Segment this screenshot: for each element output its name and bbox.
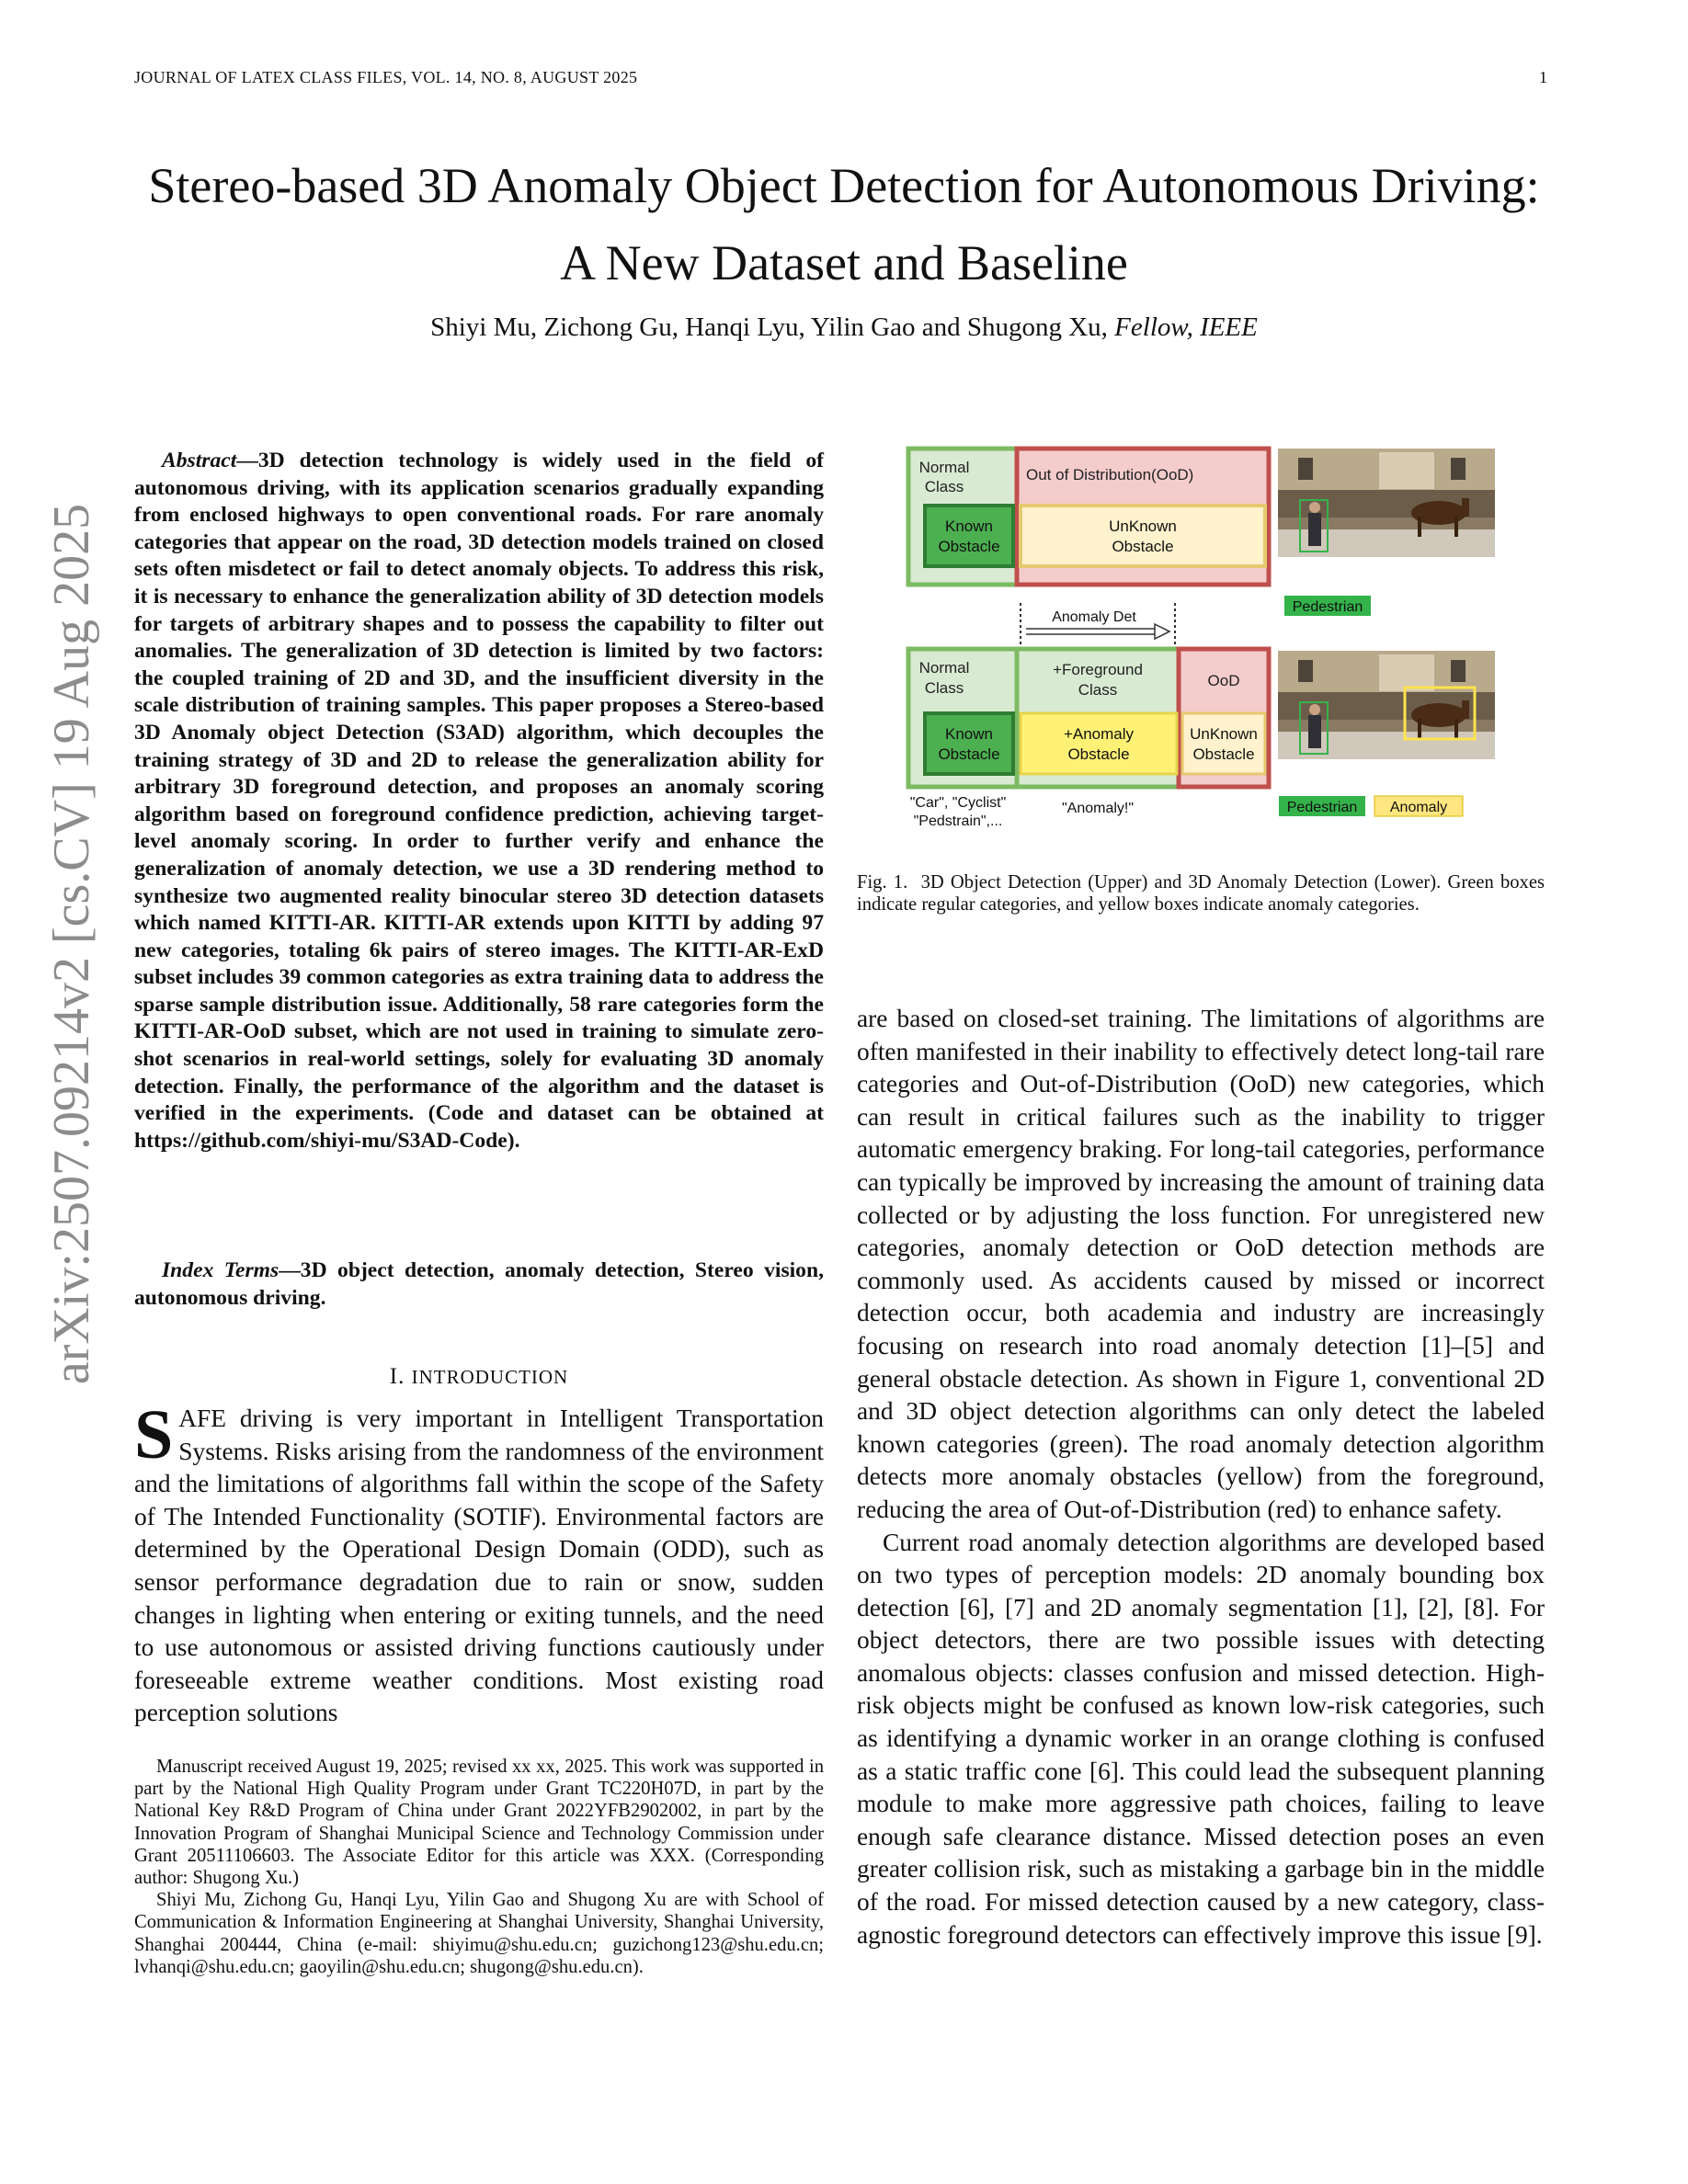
abstract bbox=[134, 448, 824, 1155]
footnote-affiliations: Shiyi Mu, Zichong Gu, Hanqi Lyu, Yilin Gao and Shugong Xu are with School of Communication & Information Engineering at Shanghai University, Shanghai University, Shanghai 200444, China (e-mail: shiyimu@shu.edu.cn; guzichong123@shu.edu.cn; lvhanqi@shu.edu.cn; gaoyilin@shu.edu.cn; shugong@shu.edu.cn). bbox=[134, 1890, 824, 1977]
upper-known-label-2: Obstacle bbox=[938, 538, 1000, 555]
intro-text: driving is very important in Intelligent Transportation Systems. Risks arising from the randomness of the environment and the limitations of algorithms fall within the scope of the Safety of The Intended Functionality (SOTIF). Environmental factors are determined by the Operational Design Domain (ODD), such as sensor performance degradation due to rain or snow, sudden changes in lighting when entering or exiting tunnels, and the need to use autonomous or assisted driving functions cautiously under foreseeable extreme weather conditions. Most existing road perception solutions bbox=[134, 1405, 824, 1727]
upper-street-photo bbox=[1278, 449, 1495, 557]
title-line-1: Stereo-based 3D Anomaly Object Detection for Autonomous Driving: bbox=[148, 158, 1540, 213]
upper-known-box bbox=[925, 506, 1013, 566]
author-list bbox=[92, 313, 1596, 343]
caption-label: Fig. 1. bbox=[857, 872, 908, 893]
index-terms-label: Index Terms bbox=[162, 1258, 279, 1282]
lower-anomaly-box bbox=[1021, 713, 1177, 774]
upper-normal-label-2: Class bbox=[924, 478, 964, 495]
upper-tag-pedestrian-label: Pedestrian bbox=[1292, 599, 1363, 615]
index-terms bbox=[134, 1257, 824, 1312]
abstract-label: Abstract bbox=[162, 449, 237, 472]
footnote bbox=[134, 1756, 824, 1978]
author-fellow: Fellow, IEEE bbox=[1114, 313, 1258, 342]
paper-title bbox=[92, 147, 1596, 301]
arrow-label: Anomaly Det bbox=[1052, 609, 1136, 625]
lower-street-photo bbox=[1278, 651, 1495, 759]
lower-known-box bbox=[925, 713, 1013, 774]
upper-unknown-box bbox=[1021, 506, 1265, 566]
lower-tag-anomaly-label: Anomaly bbox=[1389, 800, 1448, 815]
footnote-manuscript: Manuscript received August 19, 2025; revised xx xx, 2025. This work was supported in part by the National High Quality Program under Grant TC220H07D, in part by the National Key R&D Program of China under Grant 2022YFB2902002, in part by the Innovation Program of Shanghai Municipal Science and Technology Commission under Grant 20511106603. The Associate Editor for this article was XXX. (Corresponding author: Shugong Xu.) bbox=[134, 1757, 824, 1889]
lower-unknown-box bbox=[1182, 713, 1265, 774]
abstract-text: —3D detection technology is widely used in the field of autonomous driving, with its application scenarios gradually expanding from enclosed highways to open conventional roads. For rare anomaly categories that appear on the road, 3D detection models trained on closed sets often misdetect or fail to detect anomaly objects. To address this risk, it is necessary to enhance the generalization ability of 3D detection models for targets of arbitrary shapes and to possess the capability to filter out anomalies. The generalization of 3D detection is limited by two factors: the coupled training of 2D and 3D, and the insufficient diversity in the scale distribution of training samples. This paper proposes a Stereo-based 3D Anomaly object Detection (S3AD) algorithm, which decouples the training strategy of 3D and 2D to release the generalization ability for arbitrary 3D foreground detection, and proposes an anomaly scoring algorithm based on foreground confidence prediction, achieving target-level anomaly scoring. In order to further verify and enhance the generalization of anomaly detection, we use a 3D rendering method to synthesize two augmented reality binocular stereo 3D detection datasets which named KITTI-AR. KITTI-AR extends upon KITTI by adding 97 new categories, totaling 6k pairs of stereo images. The KITTI-AR-ExD subset includes 39 common categories as extra training data to address the sparse sample distribution issue. Additionally, 58 rare categories form the KITTI-AR-OoD subset, which are not used in training to simulate zero-shot scenarios in real-world settings, solely for evaluating 3D anomaly detection. Finally, the performance of the algorithm and the dataset is verified in the experiments. (Code and dataset can be obtained at https://github.com/shiyi-mu/S3AD-Code). bbox=[134, 449, 824, 1153]
lower-normal-label-1: Normal bbox=[918, 659, 970, 677]
lower-anomaly-label-2: Obstacle bbox=[1067, 745, 1130, 763]
right-column-text bbox=[857, 1003, 1545, 1951]
running-header: JOURNAL OF LATEX CLASS FILES, VOL. 14, NO. 8, AUGUST 2025 bbox=[134, 68, 638, 86]
page-number: 1 bbox=[1539, 68, 1547, 86]
lower-ood-label: OoD bbox=[1207, 672, 1240, 689]
lower-anomaly-label-1: +Anomaly bbox=[1063, 725, 1135, 743]
lower-tag-pedestrian-label: Pedestrian bbox=[1286, 800, 1358, 815]
figure-caption bbox=[857, 871, 1545, 916]
lower-known-label-2: Obstacle bbox=[938, 745, 1000, 763]
arxiv-identifier: arXiv:2507.09214v2 [cs.CV] 19 Aug 2025 bbox=[43, 503, 100, 1385]
drop-cap: S bbox=[134, 1396, 174, 1473]
intro-first-word: AFE bbox=[178, 1405, 227, 1432]
upper-ood-label: Out of Distribution(OoD) bbox=[1026, 466, 1194, 483]
caption-text: 3D Object Detection (Upper) and 3D Anomaly Detection (Lower). Green boxes indicate regular categories, and yellow boxes indicate anomaly categories. bbox=[857, 872, 1545, 916]
upper-known-label-1: Known bbox=[945, 518, 993, 535]
lower-known-label-1: Known bbox=[945, 725, 993, 743]
section-number: I. bbox=[389, 1364, 412, 1389]
title-line-2: A New Dataset and Baseline bbox=[560, 235, 1128, 290]
lower-unknown-label-1: UnKnown bbox=[1190, 725, 1258, 743]
lower-examples-line-2: "Pedstrain",... bbox=[913, 813, 1003, 829]
lower-normal-label-2: Class bbox=[924, 679, 964, 697]
upper-unknown-label-2: Obstacle bbox=[1112, 538, 1174, 555]
right-paragraph-1: are based on closed-set training. The limitations of algorithms are often manifested in their inability to effectively detect long-tail rare categories and Out-of-Distribution (OoD) new categories, which can result in critical failures such as the inability to trigger automatic emergency braking. For long-tail categories, performance can typically be improved by increasing the amount of training data collected or by adjusting the loss function. For unregistered new categories, anomaly detection or OoD detection methods are commonly used. As accidents caused by missed or incorrect detection occur, both academia and industry are increasingly focusing on research into road anomaly detection [1]–[5] and general obstacle detection. As shown in Figure 1, conventional 2D and 3D object detection algorithms can only detect the labeled known categories (green). The road anomaly detection algorithm detects more anomaly obstacles (yellow) from the foreground, reducing the area of Out-of-Distribution (red) to enhance safety. bbox=[857, 1005, 1545, 1523]
author-names: Shiyi Mu, Zichong Gu, Hanqi Lyu, Yilin Gao and Shugong Xu, bbox=[430, 313, 1115, 342]
section-heading bbox=[134, 1364, 824, 1390]
right-paragraph-2: Current road anomaly detection algorithms are developed based on two types of perception models: 2D anomaly bounding box detection [6], [7] and 2D anomaly segmentation [1], [2], [8]. For object detectors, there are two possible issues with detecting anomalous objects: classes confusion and missed detection. High-risk objects might be confused as known low-risk categories, such as identifying a dynamic worker in an orange clothing is confused as a static traffic cone [6]. This could lead the subsequent planning module to make more aggressive path choices, failing to leave enough safe clearance distance. Missed detection poses an even greater collision risk, such as mistaking a garbage bin in the middle of the road. For missed detection caused by a new category, class-agnostic foreground detectors can effectively improve this issue [9]. bbox=[857, 1528, 1545, 1949]
lower-foreground-label-1: +Foreground bbox=[1053, 661, 1143, 678]
arrow-head bbox=[1155, 624, 1169, 639]
upper-normal-label-1: Normal bbox=[918, 459, 970, 476]
lower-foreground-label-2: Class bbox=[1078, 681, 1118, 699]
figure-1-diagram bbox=[901, 445, 1508, 840]
upper-unknown-label-1: UnKnown bbox=[1109, 518, 1177, 535]
figure-1 bbox=[901, 445, 1508, 840]
lower-anomaly-quote: "Anomaly!" bbox=[1061, 801, 1135, 816]
intro-paragraph bbox=[134, 1396, 824, 1730]
lower-unknown-label-2: Obstacle bbox=[1192, 745, 1255, 763]
index-terms-text: —3D object detection, anomaly detection, Stereo vision, autonomous driving. bbox=[134, 1258, 824, 1310]
section-title: INTRODUCTION bbox=[411, 1366, 569, 1388]
lower-examples-line-1: "Car", "Cyclist" bbox=[909, 795, 1007, 811]
